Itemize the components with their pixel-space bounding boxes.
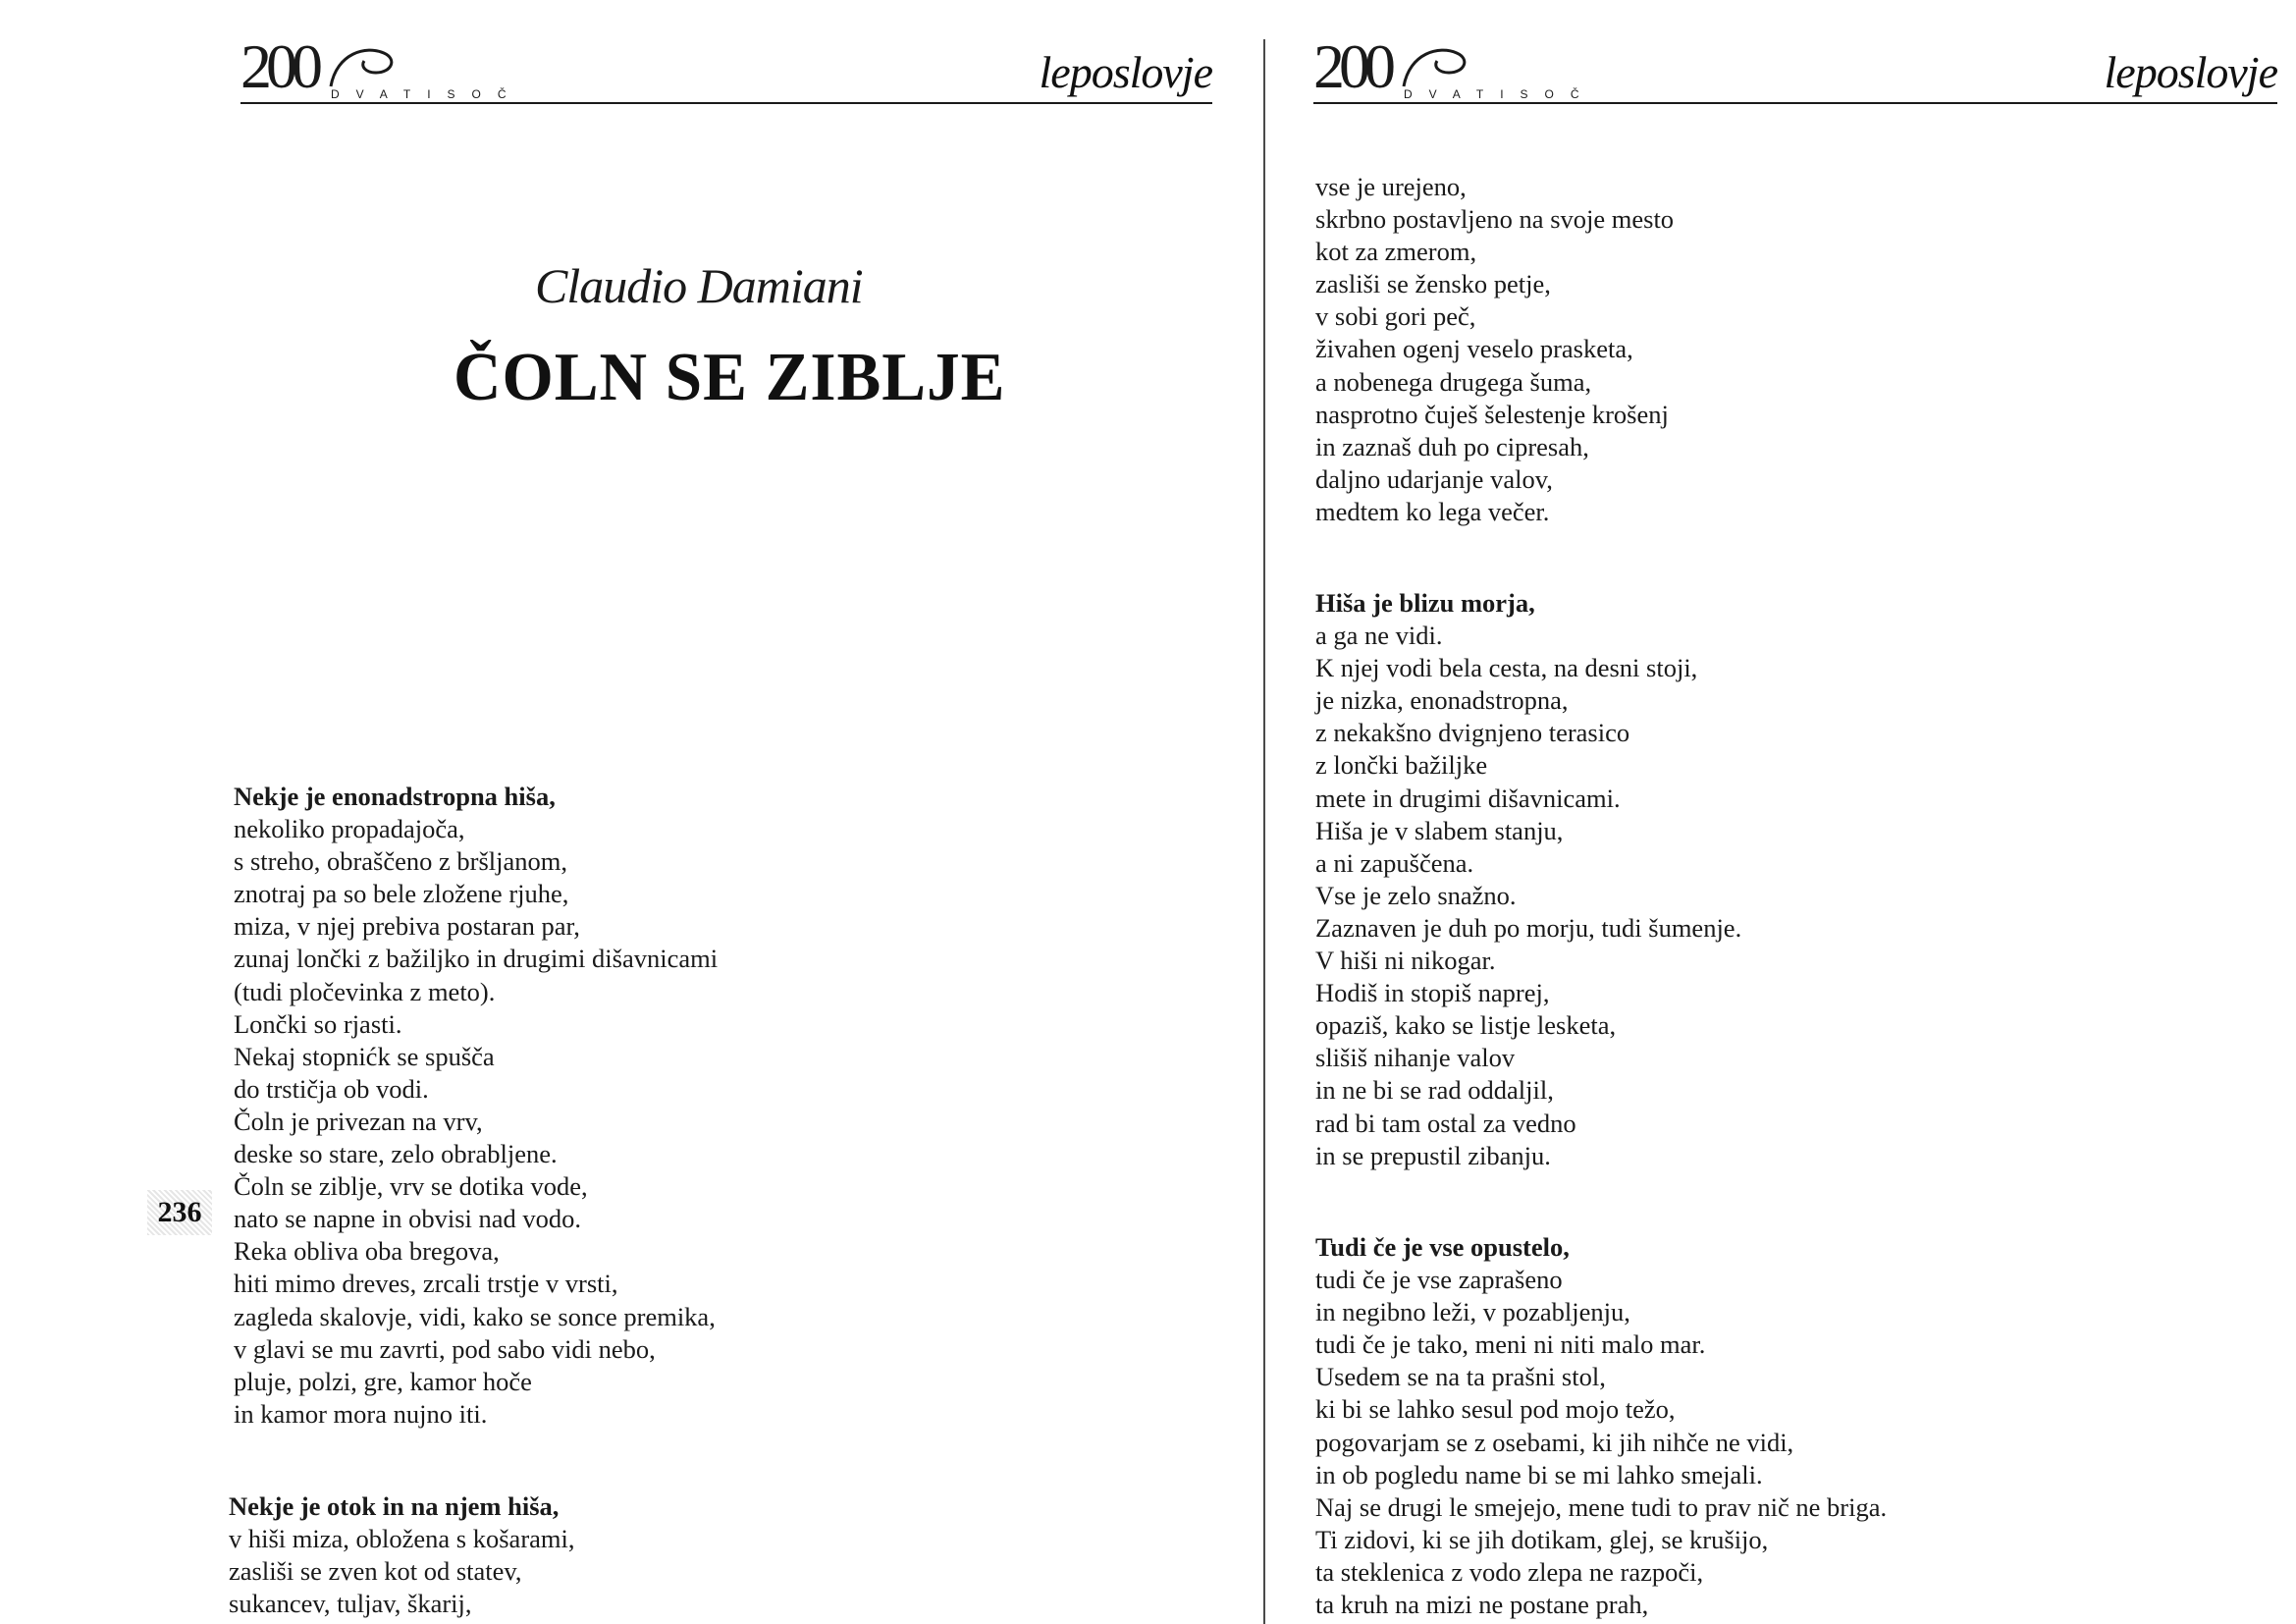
poem-line: V hiši ni nikogar.	[1315, 946, 1496, 976]
poem-line: Čoln je privezan na vrv,	[234, 1106, 483, 1136]
poem-line: medtem ko lega večer.	[1315, 496, 1550, 526]
poem-line: Lončki so rjasti.	[234, 1008, 402, 1039]
poem-line: in zaznaš duh po cipresah,	[1315, 431, 1589, 461]
poem-line: kot za zmerom,	[1315, 237, 1477, 267]
logo-word: DVATISOČ	[1404, 87, 1596, 101]
poem-line: zunaj lončki z bažiljko in drugimi dišavnicami	[234, 944, 719, 974]
poem-line: nasprotno čuješ šelestenje krošenj	[1315, 399, 1669, 429]
poem-line: miza, v njej prebiva postaran par,	[234, 911, 580, 942]
poem-line: hiti mimo dreves, zrcali trstje v vrsti,	[234, 1269, 618, 1299]
poem-line: znotraj pa so bele zložene rjuhe,	[234, 879, 569, 909]
page-gutter	[1263, 39, 1265, 1624]
poem-line: Hiša je v slabem stanju,	[1315, 815, 1564, 845]
poem-line: Hodiš in stopiš naprej,	[1315, 978, 1550, 1008]
poem-line: zasliši se zven kot od statev,	[229, 1556, 522, 1587]
poem-line: in negibno leži, v pozabljenju,	[1315, 1297, 1630, 1327]
poem-line: zasliši se žensko petje,	[1315, 269, 1551, 299]
logo-number: 200	[1313, 31, 1390, 101]
poem-line: a ni zapuščena.	[1315, 847, 1474, 878]
poem-line: skrbno postavljeno na svoje mesto	[1315, 204, 1675, 235]
poem-line: Nekje je enonadstropna hiša,	[234, 782, 556, 811]
logo-word: DVATISOČ	[331, 87, 523, 101]
poem-line: Čoln se ziblje, vrv se dotika vode,	[234, 1171, 588, 1202]
poem-line: tudi če je tako, meni ni niti malo mar.	[1315, 1329, 1706, 1360]
poem-line: a ga ne vidi.	[1315, 621, 1443, 651]
poem-line: Usedem se na ta prašni stol,	[1315, 1362, 1606, 1392]
page-header-left	[240, 31, 1212, 104]
poem-line: z nekakšno dvignjeno terasico	[1315, 718, 1630, 748]
poem-line: Reka obliva oba bregova,	[234, 1236, 500, 1267]
poem-line: daljno udarjanje valov,	[1315, 463, 1553, 494]
poem-line: in se prepustil zibanju.	[1315, 1140, 1551, 1170]
stanza-left-1	[234, 781, 718, 1431]
poem-line: Vse je zelo snažno.	[1315, 880, 1517, 910]
poem-line: v hiši miza, obložena s košarami,	[229, 1524, 575, 1554]
stanza-right-2	[1315, 587, 1741, 1172]
header-rule	[1313, 102, 2277, 104]
poem-author: Claudio Damiani	[535, 258, 863, 313]
poem-line: mete in drugimi dišavnicami.	[1315, 783, 1621, 813]
poem-line: deske so stare, zelo obrabljene.	[234, 1139, 558, 1169]
poem-line: nekoliko propadajoča,	[234, 814, 465, 844]
poem-line: ta steklenica z vodo zlepa ne razpoči,	[1315, 1556, 1704, 1587]
poem-line: v sobi gori peč,	[1315, 301, 1476, 332]
section-label: leposlovje	[1039, 47, 1212, 97]
section-label: leposlovje	[2104, 47, 2277, 97]
poem-line: vse je urejeno,	[1315, 172, 1467, 201]
poem-line: nato se napne in obvisi nad vodo.	[234, 1204, 582, 1234]
poem-line: in ne bi se rad oddaljil,	[1315, 1075, 1554, 1106]
poem-line: z lončki bažiljke	[1315, 750, 1488, 781]
poem-line: K njej vodi bela cesta, na desni stoji,	[1315, 653, 1698, 683]
poem-line: zagleda skalovje, vidi, kako se sonce premika,	[234, 1301, 716, 1331]
logo-swash-icon	[1400, 43, 1478, 90]
poem-line: in kamor mora nujno iti.	[234, 1398, 488, 1429]
poem-line: rad bi tam ostal za vedno	[1315, 1108, 1576, 1138]
poem-line: do trstičja ob vodi.	[234, 1073, 429, 1104]
poem-line: ki bi se lahko sesul pod mojo težo,	[1315, 1394, 1676, 1425]
poem-line: Nekaj stopnićk se spušča	[234, 1041, 495, 1071]
poem-line: Naj se drugi le smejejo, mene tudi to prav nič ne briga.	[1315, 1491, 1888, 1522]
stanza-left-2	[229, 1490, 575, 1620]
poem-line: (tudi pločevinka z meto).	[234, 976, 496, 1006]
poem-title: ČOLN SE ZIBLJE	[454, 340, 1006, 415]
poem-line: Zaznaven je duh po morju, tudi šumenje.	[1315, 912, 1742, 943]
stanza-right-1	[1315, 171, 1674, 528]
poem-line: je nizka, enonadstropna,	[1315, 685, 1569, 716]
poem-line: Tudi če je vse opustelo,	[1315, 1232, 1570, 1262]
poem-line: opaziš, kako se listje lesketa,	[1315, 1010, 1617, 1041]
stanza-right-3	[1315, 1231, 1887, 1621]
poem-line: pogovarjam se z osebami, ki jih nihče ne vidi,	[1315, 1427, 1794, 1457]
page-number: 236	[147, 1190, 212, 1235]
poem-line: a nobenega drugega šuma,	[1315, 366, 1592, 397]
logo-swash-icon	[327, 43, 405, 90]
page-header-right	[1313, 31, 2277, 104]
poem-line: tudi če je vse zaprašeno	[1315, 1265, 1563, 1295]
poem-line: Ti zidovi, ki se jih dotikam, glej, se krušijo,	[1315, 1524, 1769, 1554]
poem-line: pluje, polzi, gre, kamor hoče	[234, 1366, 532, 1396]
poem-line: slišiš nihanje valov	[1315, 1043, 1516, 1073]
logo-number: 200	[240, 31, 317, 101]
poem-line: ta kruh na mizi ne postane prah,	[1315, 1590, 1649, 1620]
poem-line: in ob pogledu name bi se mi lahko smejali.	[1315, 1459, 1763, 1489]
poem-line: Nekje je otok in na njem hiša,	[229, 1491, 560, 1521]
magazine-logo	[240, 31, 535, 101]
poem-line: živahen ogenj veselo prasketa,	[1315, 334, 1633, 364]
poem-line: v glavi se mu zavrti, pod sabo vidi nebo,	[234, 1333, 656, 1364]
poem-line: sukancev, tuljav, škarij,	[229, 1589, 472, 1619]
header-rule	[240, 102, 1212, 104]
poem-line: Hiša je blizu morja,	[1315, 588, 1535, 618]
poem-line: s streho, obraščeno z bršljanom,	[234, 846, 567, 877]
right-page	[1266, 0, 2296, 1624]
magazine-logo	[1313, 31, 1608, 101]
